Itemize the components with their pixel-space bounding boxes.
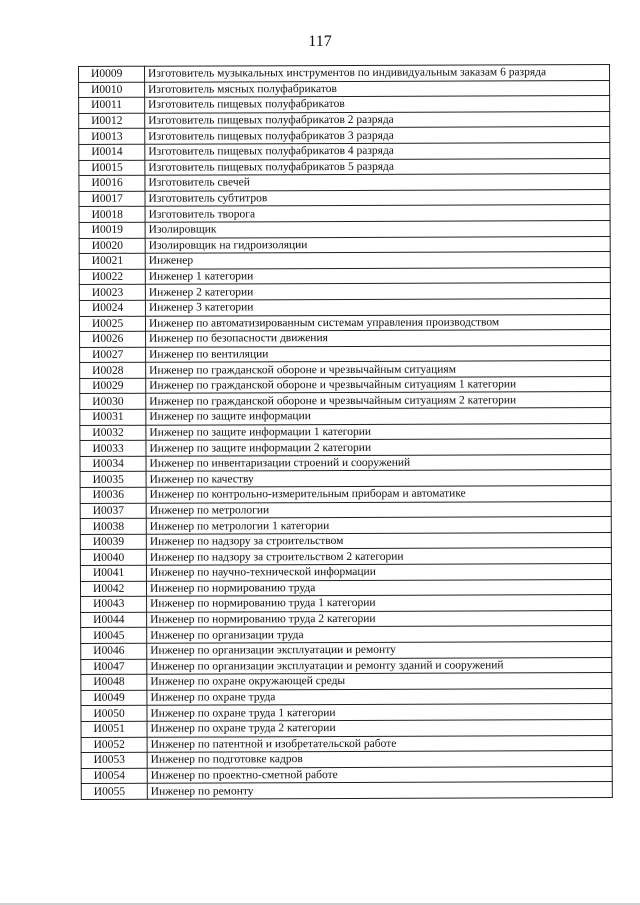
occupation-code: И0053 xyxy=(81,752,147,768)
occupation-name: Изготовитель пищевых полуфабрикатов 3 разряда xyxy=(145,127,610,144)
occupation-code: И0044 xyxy=(81,612,147,628)
occupation-name: Изготовитель свечей xyxy=(145,174,610,191)
occupation-name: Инженер по нормированию труда 2 категории xyxy=(147,610,612,627)
occupation-name: Изготовитель пищевых полуфабрикатов 4 разряда xyxy=(145,142,610,159)
occupation-code: И0015 xyxy=(79,160,145,176)
occupation-code: И0045 xyxy=(81,628,147,644)
occupation-name: Инженер по безопасности движения xyxy=(146,330,611,347)
occupation-code: И0036 xyxy=(80,487,146,503)
occupation-name: Инженер по ремонту xyxy=(147,782,612,799)
occupation-name: Инженер по гражданской обороне и чрезвычайным ситуациям 2 категории xyxy=(146,392,611,409)
occupation-name: Инженер по защите информации xyxy=(146,408,611,425)
occupation-name: Инженер по защите информации 2 категории xyxy=(146,439,611,456)
occupation-name: Изготовитель мясных полуфабрикатов xyxy=(145,80,610,97)
occupation-code: И0054 xyxy=(81,768,147,784)
occupation-code: И0025 xyxy=(79,316,145,332)
occupation-name: Инженер по вентиляции xyxy=(146,345,611,362)
occupation-code: И0028 xyxy=(80,363,146,379)
occupation-name: Инженер по охране труда 2 категории xyxy=(147,719,612,736)
occupation-code: И0019 xyxy=(79,222,145,238)
occupation-code: И0014 xyxy=(79,144,145,160)
occupation-name: Инженер по автоматизированным системам управления производством xyxy=(145,314,610,331)
occupation-name: Изготовитель творога xyxy=(145,205,610,222)
occupation-name: Инженер xyxy=(145,252,610,269)
occupation-code: И0046 xyxy=(81,643,147,659)
occupation-name: Изготовитель субтитров xyxy=(145,189,610,206)
occupation-name: Инженер по организации эксплуатации и ремонту зданий и сооружений xyxy=(147,657,612,674)
occupation-table-container xyxy=(78,64,613,800)
occupation-code: И0021 xyxy=(79,253,145,269)
occupation-name: Инженер по метрологии 1 категории xyxy=(146,517,611,534)
occupation-code: И0035 xyxy=(80,472,146,488)
occupation-code: И0049 xyxy=(81,690,147,706)
occupation-name: Инженер по проектно-сметной работе xyxy=(147,766,612,783)
occupation-name: Изготовитель музыкальных инструментов по индивидуальным заказам 6 разряда xyxy=(145,64,610,81)
table-body xyxy=(79,64,613,799)
occupation-name: Инженер 2 категории xyxy=(145,283,610,300)
occupation-name: Инженер по метрологии xyxy=(146,501,611,518)
occupation-code: И0032 xyxy=(80,425,146,441)
occupation-code: И0024 xyxy=(79,300,145,316)
occupation-name: Изолировщик xyxy=(145,220,610,237)
occupation-code: И0051 xyxy=(81,721,147,737)
occupation-name: Инженер по охране труда 1 категории xyxy=(147,704,612,721)
occupation-code: И0020 xyxy=(79,238,145,254)
occupation-name: Инженер по подготовке кадров xyxy=(147,751,612,768)
occupation-name: Инженер по охране окружающей среды xyxy=(147,673,612,690)
occupation-name: Инженер по инвентаризации строений и сооружений xyxy=(146,454,611,471)
occupation-code: И0018 xyxy=(79,207,145,223)
occupation-code: И0055 xyxy=(81,784,147,800)
occupation-name: Инженер по организации эксплуатации и ремонту xyxy=(147,641,612,658)
occupation-code: И0017 xyxy=(79,191,145,207)
occupation-code: И0041 xyxy=(80,565,146,581)
occupation-code: И0031 xyxy=(80,409,146,425)
occupation-name: Инженер 3 категории xyxy=(145,298,610,315)
occupation-name: Инженер по нормированию труда 1 категории xyxy=(147,595,612,612)
occupation-code: И0026 xyxy=(80,331,146,347)
occupation-code: И0043 xyxy=(81,596,147,612)
occupation-name: Инженер по защите информации 1 категории xyxy=(146,423,611,440)
occupation-code: И0050 xyxy=(81,706,147,722)
occupation-code: И0029 xyxy=(80,378,146,394)
page-number: 117 xyxy=(308,33,332,50)
occupation-name: Изготовитель пищевых полуфабрикатов 2 разряда xyxy=(145,111,610,128)
occupation-name: Инженер по контрольно-измерительным приборам и автоматике xyxy=(146,485,611,502)
occupation-name: Изолировщик на гидроизоляции xyxy=(145,236,610,253)
occupation-code: И0022 xyxy=(79,269,145,285)
table-row xyxy=(79,64,610,82)
occupation-code: И0052 xyxy=(81,737,147,753)
occupation-code: И0030 xyxy=(80,394,146,410)
occupation-name: Инженер по гражданской обороне и чрезвычайным ситуациям 1 категории xyxy=(146,376,611,393)
occupation-code: И0012 xyxy=(79,113,145,129)
occupation-code: И0037 xyxy=(80,503,146,519)
occupation-name: Инженер по надзору за строительством xyxy=(146,532,611,549)
occupation-name: Инженер по научно-технической информации xyxy=(146,563,611,580)
occupation-code: И0013 xyxy=(79,129,145,145)
occupation-code: И0027 xyxy=(80,347,146,363)
occupation-name: Инженер по нормированию труда xyxy=(146,579,611,596)
occupation-code: И0010 xyxy=(79,82,145,98)
occupation-codes-table xyxy=(78,64,613,800)
occupation-code: И0039 xyxy=(80,534,146,550)
occupation-code: И0034 xyxy=(80,456,146,472)
occupation-name: Инженер по охране труда xyxy=(147,688,612,705)
occupation-name: Инженер по качеству xyxy=(146,470,611,487)
occupation-name: Инженер по патентной и изобретательской работе xyxy=(147,735,612,752)
occupation-code: И0038 xyxy=(80,518,146,534)
occupation-code: И0047 xyxy=(81,659,147,675)
occupation-name: Инженер по надзору за строительством 2 категории xyxy=(146,548,611,565)
occupation-code: И0016 xyxy=(79,175,145,191)
occupation-code: И0033 xyxy=(80,440,146,456)
occupation-code: И0048 xyxy=(81,674,147,690)
occupation-name: Инженер по организации труда xyxy=(147,626,612,643)
occupation-code: И0042 xyxy=(80,581,146,597)
occupation-code: И0040 xyxy=(80,550,146,566)
table-row xyxy=(81,782,612,800)
occupation-name: Инженер 1 категории xyxy=(145,267,610,284)
occupation-code: И0009 xyxy=(79,66,145,82)
occupation-name: Изготовитель пищевых полуфабрикатов xyxy=(145,96,610,113)
occupation-code: И0011 xyxy=(79,97,145,113)
occupation-code: И0023 xyxy=(79,285,145,301)
occupation-name: Изготовитель пищевых полуфабрикатов 5 разряда xyxy=(145,158,610,175)
occupation-name: Инженер по гражданской обороне и чрезвычайным ситуациям xyxy=(146,361,611,378)
